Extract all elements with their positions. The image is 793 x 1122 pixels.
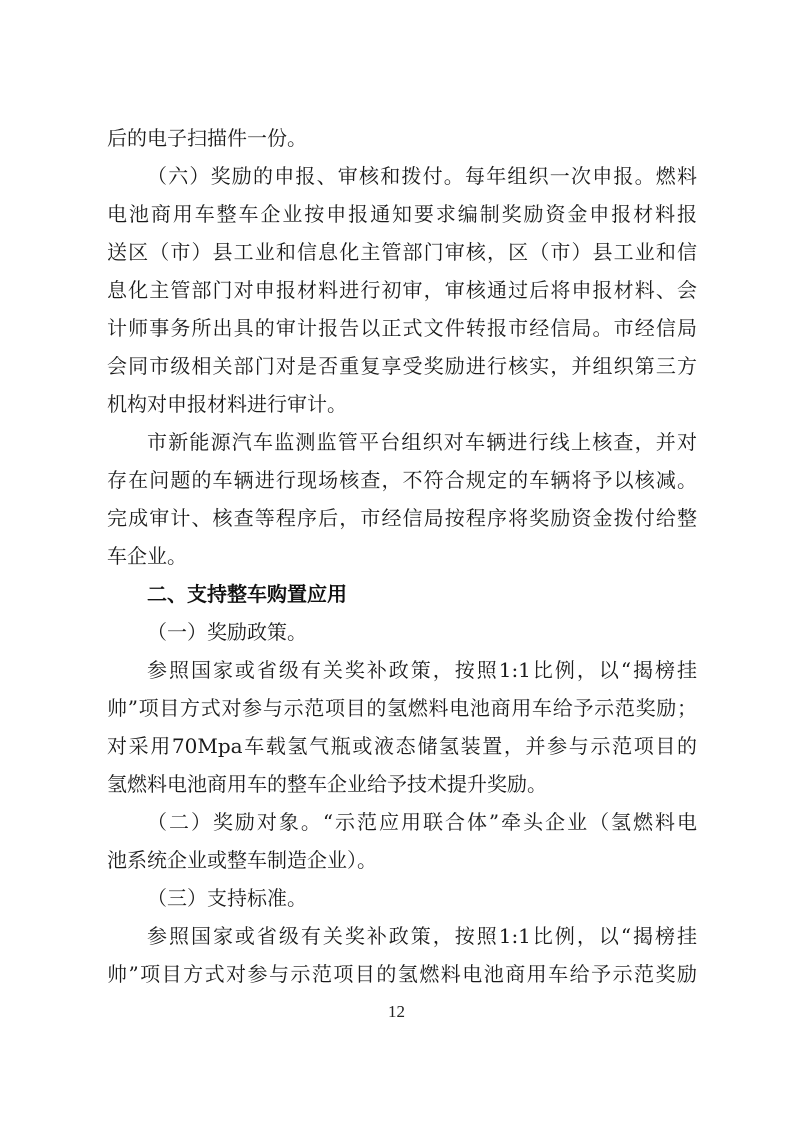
text-line: 对采用70Mpa车载氢气瓶或液态储氢装置，并参与示范项目的: [107, 734, 697, 758]
text-line: 参照国家或省级有关奖补政策，按照1:1比例，以“揭榜挂: [147, 658, 697, 682]
text-line: 池系统企业或整车制造企业）。: [107, 848, 377, 872]
text-line: 氢燃料电池商用车的整车企业给予技术提升奖励。: [107, 772, 547, 796]
text-line: 存在问题的车辆进行现场核查，不符合规定的车辆将予以核减。: [107, 468, 697, 492]
text-line: （二）奖励对象。“示范应用联合体”牵头企业（氢燃料电: [147, 810, 697, 834]
text-line: 送区（市）县工业和信息化主管部门审核，区（市）县工业和信: [107, 240, 697, 264]
text-line: 息化主管部门对申报材料进行初审，审核通过后将申报材料、会: [107, 278, 697, 302]
text-line: 帅”项目方式对参与示范项目的氢燃料电池商用车给予示范奖励；: [107, 696, 697, 720]
text-line: （六）奖励的申报、审核和拨付。每年组织一次申报。燃料: [147, 164, 697, 188]
text-line: 车企业。: [107, 544, 187, 568]
text-line: 参照国家或省级有关奖补政策，按照1:1比例，以“揭榜挂: [147, 924, 697, 948]
text-line: 机构对申报材料进行审计。: [107, 392, 347, 416]
text-line: 计师事务所出具的审计报告以正式文件转报市经信局。市经信局: [107, 316, 697, 340]
section-heading: 二、支持整车购置应用: [147, 582, 347, 606]
text-line: 帅”项目方式对参与示范项目的氢燃料电池商用车给予示范奖励: [107, 962, 697, 986]
text-line: 后的电子扫描件一份。: [107, 126, 307, 150]
text-line: 市新能源汽车监测监管平台组织对车辆进行线上核查，并对: [147, 430, 697, 454]
subsection-heading: （一）奖励政策。: [147, 620, 307, 644]
subsection-heading: （三）支持标准。: [147, 886, 307, 910]
text-line: 完成审计、核查等程序后，市经信局按程序将奖励资金拨付给整: [107, 506, 697, 530]
text-line: 会同市级相关部门对是否重复享受奖励进行核实，并组织第三方: [107, 354, 697, 378]
page-number: 12: [388, 1002, 405, 1021]
text-line: 电池商用车整车企业按申报通知要求编制奖励资金申报材料报: [107, 202, 697, 226]
